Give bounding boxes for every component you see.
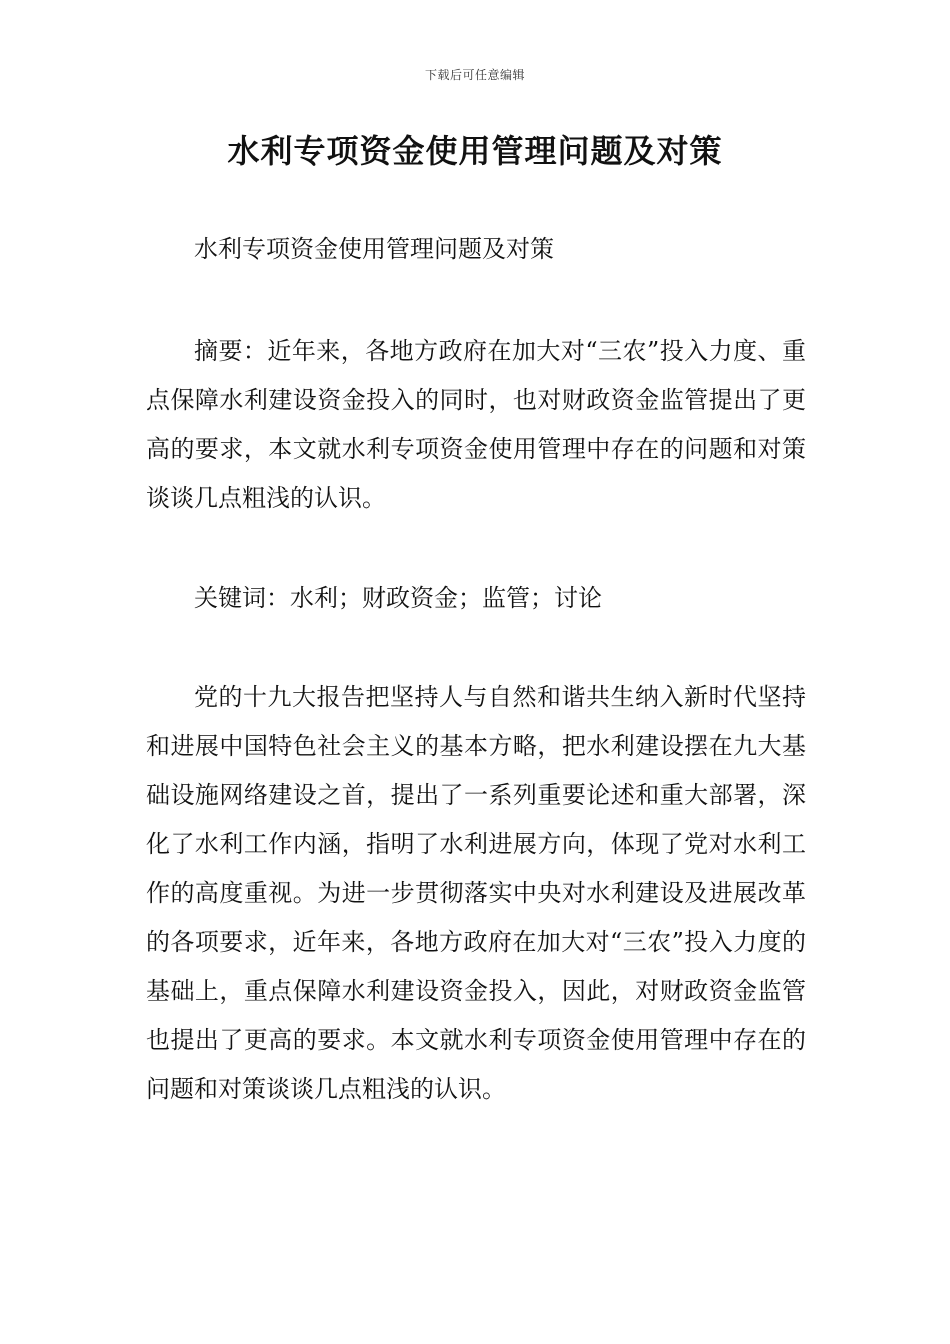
abstract-paragraph: 摘要：近年来，各地方政府在加大对“三农”投入力度、重点保障水利建设资金投入的同时，也对财政资金监管提出了更高的要求，本文就水利专项资金使用管理中存在的问题和对策谈谈几点粗浅的认识。 <box>146 337 806 512</box>
header-note: 下载后可任意编辑 <box>424 68 525 82</box>
body-paragraph: 党的十九大报告把坚持人与自然和谐共生纳入新时代坚持和进展中国特色社会主义的基本方略，把水利建设摆在九大基础设施网络建设之首，提出了一系列重要论述和重大部署，深化了水利工作内涵，指明了水利进展方向，体现了党对水利工作的高度重视。为进一步贯彻落实中央对水利建设及进展改革的各项要求，近年来，各地方政府在加大对“三农”投入力度的基础上，重点保障水利建设资金投入，因此，对财政资金监管也提出了更高的要求。本文就水利专项资金使用管理中存在的问题和对策谈谈几点粗浅的认识。 <box>146 683 806 1103</box>
keywords-paragraph: 关键词：水利；财政资金；监管；讨论 <box>194 584 602 612</box>
subtitle-paragraph: 水利专项资金使用管理问题及对策 <box>194 235 554 263</box>
document-title: 水利专项资金使用管理问题及对策 <box>227 132 723 170</box>
